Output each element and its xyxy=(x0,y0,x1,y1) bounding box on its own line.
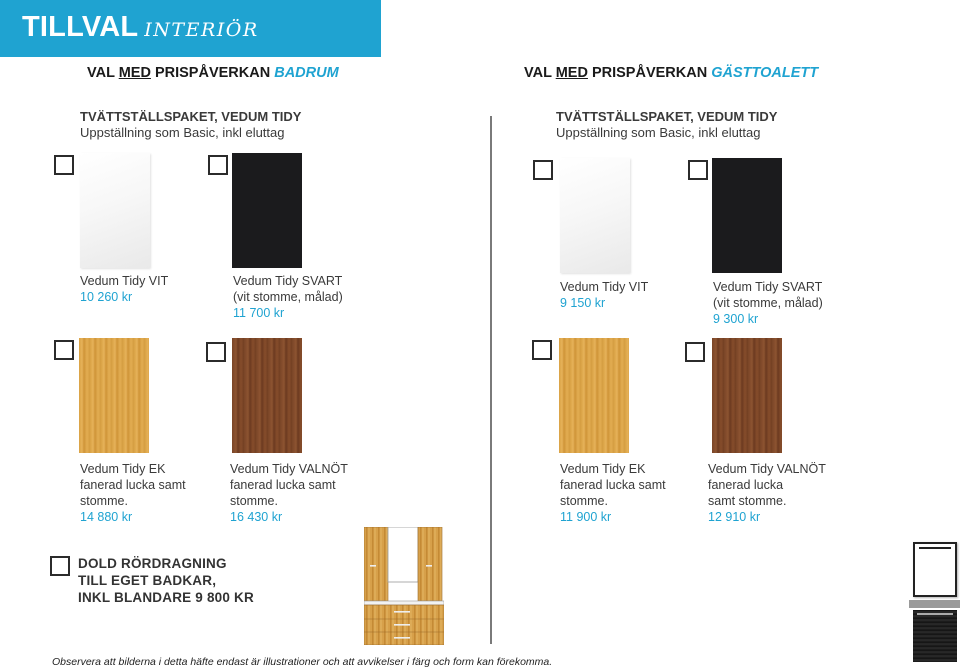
footnote: Observera att bilderna i detta häfte endast är illustrationer och att avvikelser i färg och form kan förekomma. xyxy=(52,656,553,668)
item-price: 9 150 kr xyxy=(560,296,606,310)
checkbox-right-svart[interactable] xyxy=(688,160,708,180)
page-title-main: TILLVAL xyxy=(22,11,139,43)
page-title xyxy=(22,11,259,44)
item-detail: fanerad lucka samt xyxy=(230,478,336,492)
item-name: Vedum Tidy VALNÖT xyxy=(708,462,826,476)
left-item-svart xyxy=(233,273,343,321)
right-section-heading xyxy=(524,65,818,81)
swatch-white xyxy=(80,153,150,268)
left-heading-middle: PRISPÅVERKAN xyxy=(150,65,275,81)
checkbox-right-vit[interactable] xyxy=(533,160,553,180)
right-item-valnot xyxy=(708,461,826,525)
left-package-title: TVÄTTSTÄLLSPAKET, VEDUM TIDY xyxy=(80,109,302,124)
swatch-oak xyxy=(559,338,629,453)
item-price: 11 700 kr xyxy=(233,306,285,320)
item-name: Vedum Tidy VIT xyxy=(80,274,169,288)
item-name: Vedum Tidy SVART xyxy=(233,274,343,288)
section-divider xyxy=(490,116,492,644)
item-detail: stomme. xyxy=(80,494,128,508)
item-detail: (vit stomme, målad) xyxy=(713,296,823,310)
checkbox-dold-rordragning[interactable] xyxy=(50,556,70,576)
item-name: Vedum Tidy SVART xyxy=(713,280,823,294)
checkbox-left-ek[interactable] xyxy=(54,340,74,360)
left-heading-prefix: VAL xyxy=(87,65,119,81)
item-price: 12 910 kr xyxy=(708,510,761,524)
swatch-walnut xyxy=(232,338,302,453)
left-package xyxy=(80,109,301,141)
right-heading-accent: GÄSTTOALETT xyxy=(711,65,819,81)
item-detail: (vit stomme, målad) xyxy=(233,290,343,304)
item-name: Vedum Tidy VIT xyxy=(560,280,649,294)
item-detail: fanerad lucka samt xyxy=(560,478,666,492)
item-detail: fanerad lucka samt xyxy=(80,478,186,492)
item-price: 11 900 kr xyxy=(560,510,612,524)
checkbox-left-svart[interactable] xyxy=(208,155,228,175)
item-name: Vedum Tidy VALNÖT xyxy=(230,462,348,476)
left-heading-underlined: MED xyxy=(118,65,151,81)
appliance-divider xyxy=(909,600,960,608)
swatch-walnut xyxy=(712,338,782,453)
left-package-subtitle: Uppställning som Basic, inkl eluttag xyxy=(80,125,285,140)
hidden-plumbing-line3: INKL BLANDARE 9 800 KR xyxy=(78,590,254,605)
left-heading-accent: BADRUM xyxy=(274,65,339,81)
left-section-heading xyxy=(87,65,339,81)
item-detail: stomme. xyxy=(560,494,608,508)
hidden-plumbing-option xyxy=(78,555,254,606)
left-item-ek xyxy=(80,461,186,525)
right-package-subtitle: Uppställning som Basic, inkl eluttag xyxy=(556,125,761,140)
hidden-plumbing-line1: DOLD RÖRDRAGNING xyxy=(78,556,227,571)
right-item-svart xyxy=(713,279,823,327)
item-price: 9 300 kr xyxy=(713,312,759,326)
left-item-valnot xyxy=(230,461,348,525)
page-title-sub: INTERIÖR xyxy=(144,19,259,41)
item-detail: fanerad lucka xyxy=(708,478,784,492)
hidden-plumbing-line2: TILL EGET BADKAR, xyxy=(78,573,217,588)
right-package-title: TVÄTTSTÄLLSPAKET, VEDUM TIDY xyxy=(556,109,778,124)
swatch-white xyxy=(560,158,630,273)
right-heading-underlined: MED xyxy=(555,65,588,81)
swatch-oak xyxy=(79,338,149,453)
item-detail: samt stomme. xyxy=(708,494,787,508)
checkbox-right-ek[interactable] xyxy=(532,340,552,360)
checkbox-left-vit[interactable] xyxy=(54,155,74,175)
item-price: 14 880 kr xyxy=(80,510,133,524)
swatch-black xyxy=(712,158,782,273)
right-package xyxy=(556,109,777,141)
checkbox-right-valnot[interactable] xyxy=(685,342,705,362)
checkbox-left-valnot[interactable] xyxy=(206,342,226,362)
cabinet-illustration xyxy=(364,527,444,645)
right-heading-middle: PRISPÅVERKAN xyxy=(587,65,712,81)
appliance-black-illustration xyxy=(913,610,957,662)
item-name: Vedum Tidy EK xyxy=(80,462,166,476)
swatch-black xyxy=(232,153,302,268)
left-item-vit xyxy=(80,273,168,305)
item-name: Vedum Tidy EK xyxy=(560,462,646,476)
right-item-vit xyxy=(560,279,648,311)
right-item-ek xyxy=(560,461,666,525)
item-price: 10 260 kr xyxy=(80,290,133,304)
right-heading-prefix: VAL xyxy=(524,65,556,81)
item-price: 16 430 kr xyxy=(230,510,283,524)
appliance-white-illustration xyxy=(913,542,957,597)
item-detail: stomme. xyxy=(230,494,278,508)
